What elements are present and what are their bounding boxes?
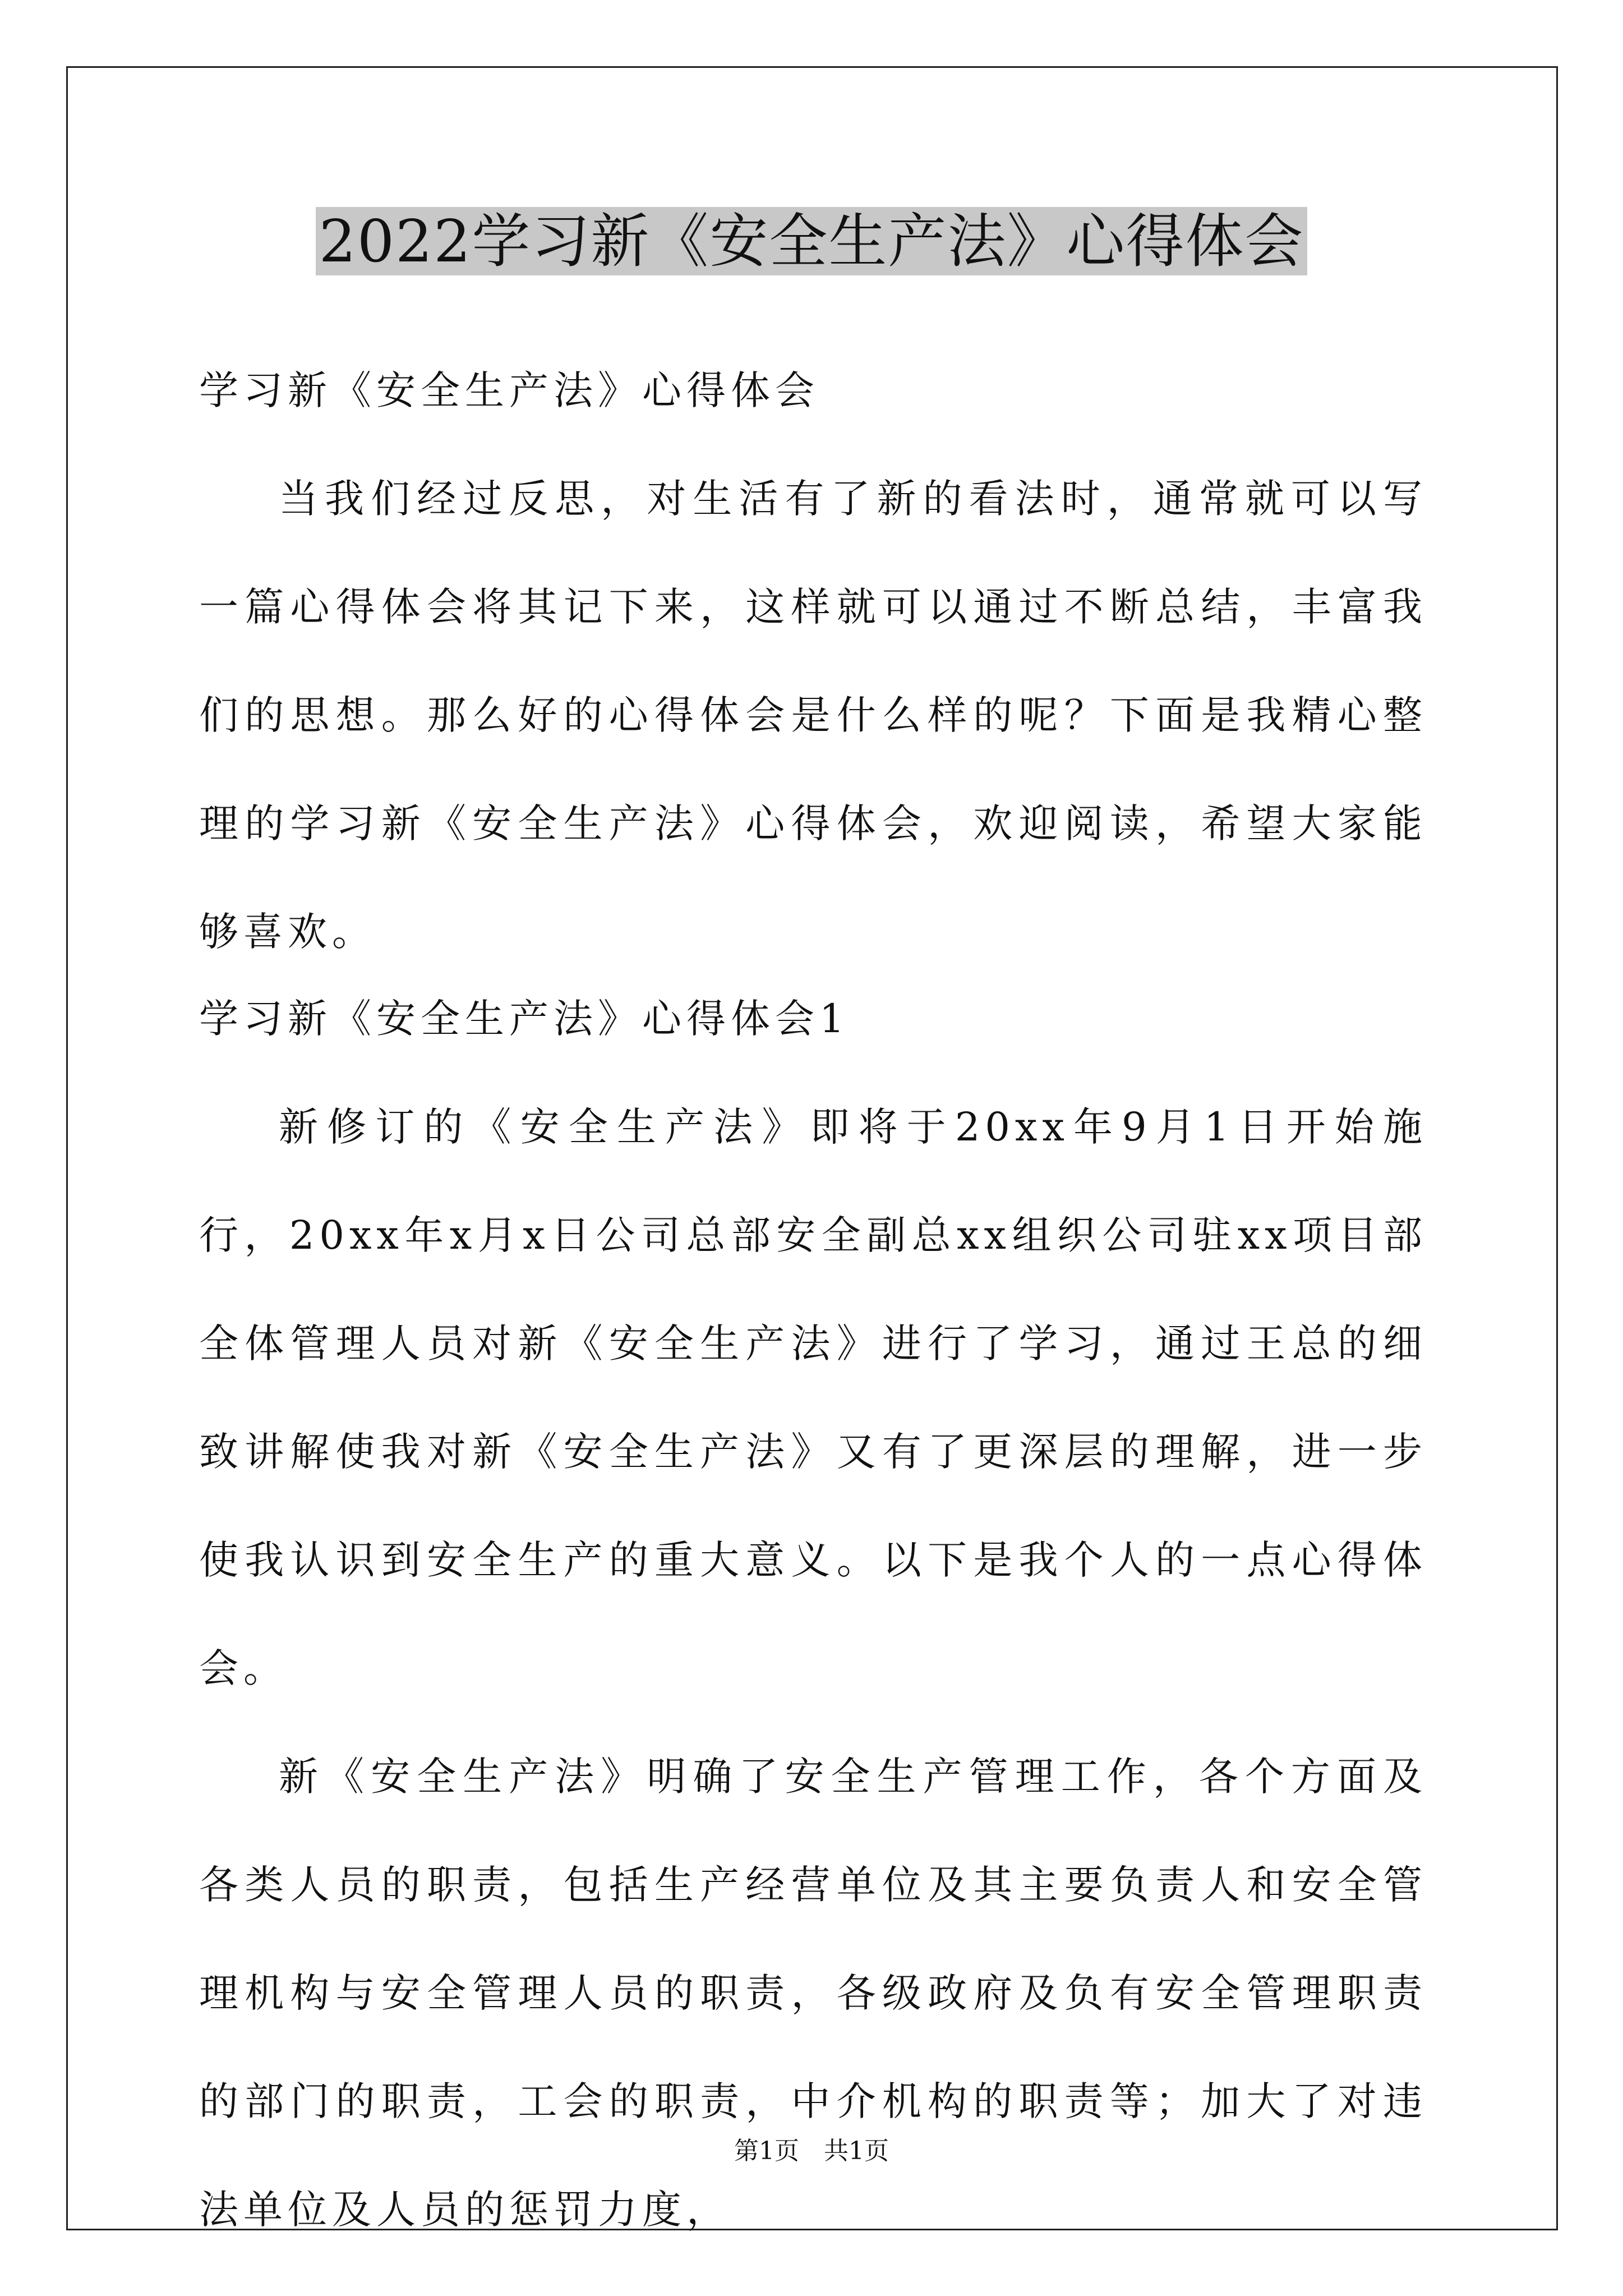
document-body [199, 337, 1427, 986]
intro-paragraph: 当我们经过反思，对生活有了新的看法时，通常就可以写一篇心得体会将其记下来，这样就可以通过不断总结，丰富我们的思想。那么好的心得体会是什么样的呢？下面是我精心整理的学习新《安全生产法》心得体会，欢迎阅读，希望大家能够喜欢。 [199, 476, 1427, 955]
section-1-paragraph-1: 新修订的《安全生产法》即将于20xx年9月1日开始施行，20xx年x月x日公司总部安全副总xx组织公司驻xx项目部全体管理人员对新《安全生产法》进行了学习，通过王总的细致讲解使我对新《安全生产法》又有了更深层的理解，进一步使我认识到安全生产的重大意义。以下是我个人的一点心得体会。 [199, 1104, 1427, 1691]
section-1-paragraph-2: 新《安全生产法》明确了安全生产管理工作，各个方面及各类人员的职责，包括生产经营单位及其主要负责人和安全管理机构与安全管理人员的职责，各级政府及负有安全管理职责的部门的职责，工会的职责，中介机构的职责等；加大了对违法单位及人员的惩罚力度， [199, 1754, 1427, 2233]
section-1 [199, 965, 1427, 2264]
page-footer: 第1页 共1页 [734, 2137, 889, 2165]
subtitle: 学习新《安全生产法》心得体会 [199, 367, 819, 413]
section-1-heading: 学习新《安全生产法》心得体会1 [199, 996, 850, 1042]
document-title [0, 202, 1623, 280]
document-title-text: 2022学习新《安全生产法》心得体会 [316, 207, 1308, 275]
